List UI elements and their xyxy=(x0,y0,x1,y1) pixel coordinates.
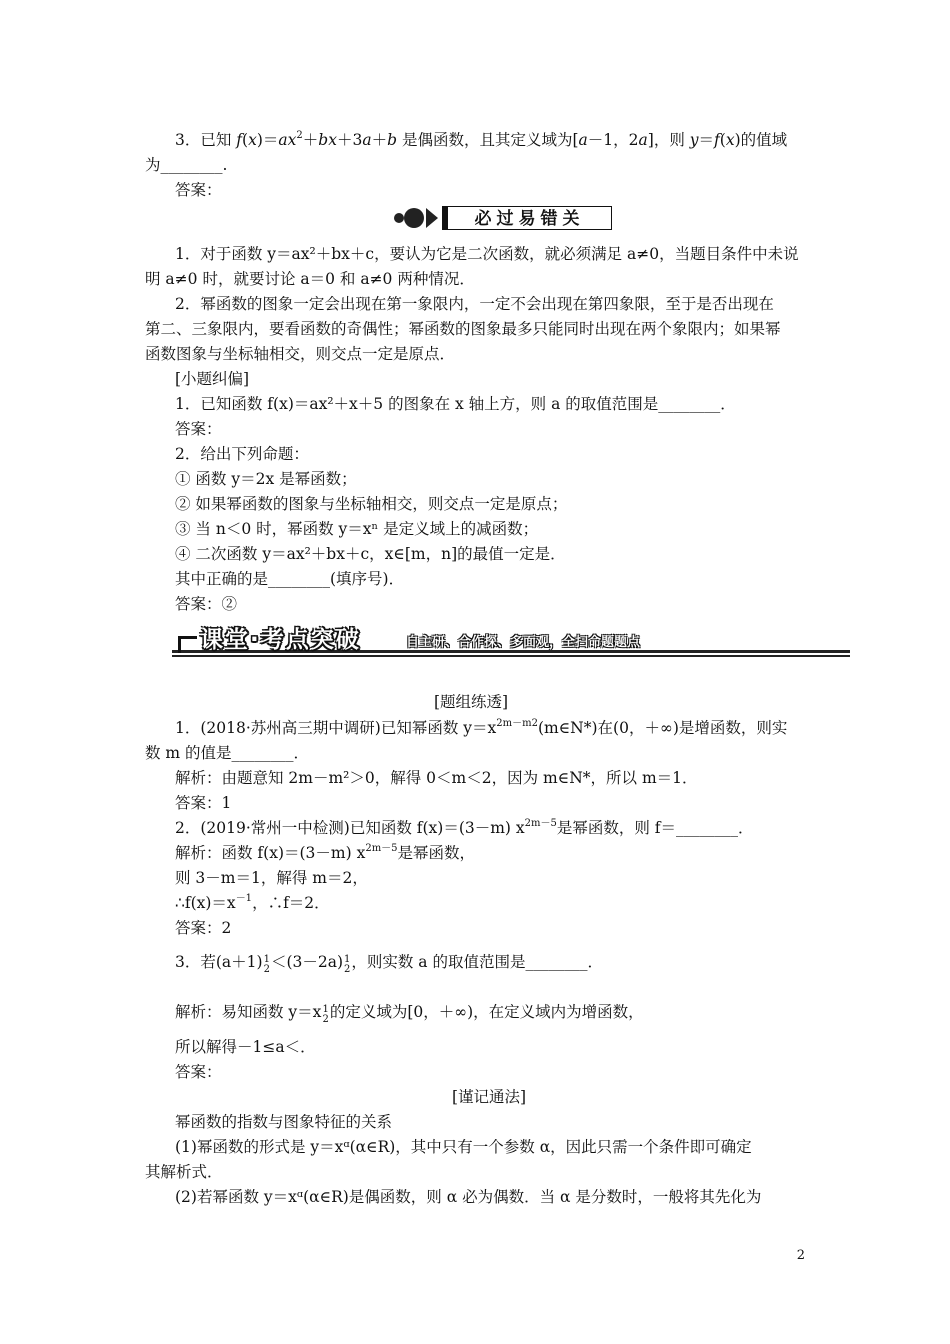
small-q1: 1．已知函数 f(x)＝ax²＋x＋5 的图象在 x 轴上方，则 a 的取值范围是________． xyxy=(175,395,736,413)
group-q3-solution-1: 解析：易知函数 y＝x 1 2 的定义域为[0，＋∞)，在定义域内为增函数， xyxy=(175,1003,644,1025)
q3-line1: 3．已知 $f(x)=ax^2+bx+3a+b$ 是偶函数，且其定义域为[a－1，2a]，则 y＝f(x)的值域 xyxy=(175,130,788,149)
small-option-3: ③ 当 n＜0 时，幂函数 y＝xⁿ 是定义域上的减函数； xyxy=(175,520,539,538)
fraction-half: 1 2 xyxy=(322,1004,329,1025)
method-p1-line2: 其解析式． xyxy=(145,1163,223,1181)
small-heading: [小题纠偏] xyxy=(175,370,250,388)
error-note-1-line2: 明 a≠0 时，就要讨论 a＝0 和 a≠0 两种情况． xyxy=(145,270,475,288)
group-q1-solution: 解析：由题意知 2m－m²＞0，解得 0＜m＜2，因为 m∈N*，所以 m＝1． xyxy=(175,769,698,787)
small-a1: 答案： xyxy=(175,420,222,438)
page-number: 2 xyxy=(796,1248,805,1263)
banner-dot-small xyxy=(394,213,404,223)
small-q2: 2．给出下列命题： xyxy=(175,445,309,463)
small-option-4: ④ 二次函数 y＝ax²＋bx＋c，x∈[m，n]的最值一定是． xyxy=(175,545,566,563)
banner-hook-icon xyxy=(178,636,197,653)
error-note-2-line2: 第二、三象限内，要看函数的奇偶性；幂函数的图象最多只能同时出现在两个象限内；如果幂 xyxy=(145,320,781,338)
q3-line2: 为________. xyxy=(145,156,228,174)
error-note-1-line1: 1．对于函数 y＝ax²＋bx＋c，要认为它是二次函数，就必须满足 a≠0，当题目条件中未说 xyxy=(175,245,799,263)
group-q3-solution-2: 所以解得－1≤a＜． xyxy=(175,1038,316,1056)
error-note-2-line1: 2．幂函数的图象一定会出现在第一象限内，一定不会出现在第四象限，至于是否出现在 xyxy=(175,295,774,313)
group-q1-line2: 数 m 的值是________． xyxy=(145,744,310,762)
method-p2-line1: (2)若幂函数 y＝xᵅ(α∈R)是偶函数，则 α 必为偶数．当 α 是分数时，一般将其先化为 xyxy=(175,1188,762,1206)
section-banner-errors xyxy=(390,203,620,233)
banner-title: 必过易错关 xyxy=(442,206,612,230)
section-banner-classroom xyxy=(172,626,850,658)
small-a2: 答案：② xyxy=(175,595,238,613)
group-q3-answer: 答案： xyxy=(175,1063,222,1081)
banner-title: 课堂·考点突破 xyxy=(200,627,361,653)
group-q2-solution-3: $\therefore f(x)=x^{-1}$，∴f＝2． xyxy=(175,893,330,912)
banner-arrow-icon xyxy=(426,208,438,228)
group-q1-line1: 1．(2018·苏州高三期中调研)已知幂函数 $y=x^{2m-m2}(m\in N*)$在(0，＋∞)是增函数，则实 xyxy=(175,718,788,737)
fraction-half: 1 2 xyxy=(344,954,351,975)
banner-dot-large xyxy=(404,208,424,228)
fraction-half: 1 2 xyxy=(263,954,270,975)
group-q2-line1: 2．(2019·常州一中检测)已知函数 f(x)＝(3－m) $x^{2m-5}$是幂函数，则 f＝________． xyxy=(175,818,754,837)
group-heading: [题组练透] xyxy=(434,693,509,711)
q3-answer: 答案： xyxy=(175,181,222,199)
small-q2-end: 其中正确的是________(填序号)． xyxy=(175,570,405,588)
method-p1-line1: (1)幂函数的形式是 y＝xᵅ(α∈R)，其中只有一个参数 α，因此只需一个条件即可确定 xyxy=(175,1138,752,1156)
error-note-2-line3: 函数图象与坐标轴相交，则交点一定是原点． xyxy=(145,345,456,363)
group-q1-answer: 答案：1 xyxy=(175,794,232,812)
group-q2-answer: 答案：2 xyxy=(175,919,232,937)
banner-rule-bottom xyxy=(172,655,850,657)
banner-subtitle: 自主研、合作探、多面观，全扫命题题点 xyxy=(406,635,641,650)
method-title: 幂函数的指数与图象特征的关系 xyxy=(175,1113,393,1131)
group-q2-solution-1: 解析：函数 f(x)＝(3－m) $x^{2m-5}$是幂函数， xyxy=(175,843,476,862)
method-heading: [谨记通法] xyxy=(452,1088,527,1106)
small-option-2: ② 如果幂函数的图象与坐标轴相交，则交点一定是原点； xyxy=(175,495,568,513)
small-option-1: ① 函数 y＝2x 是幂函数； xyxy=(175,470,357,488)
group-q3-question: 3．若(a＋1) 1 2 ＜(3－2a) 1 2 ，则实数 a 的取值范围是________． xyxy=(175,953,603,975)
group-q2-solution-2: 则 3－m＝1，解得 m＝2， xyxy=(175,869,368,887)
